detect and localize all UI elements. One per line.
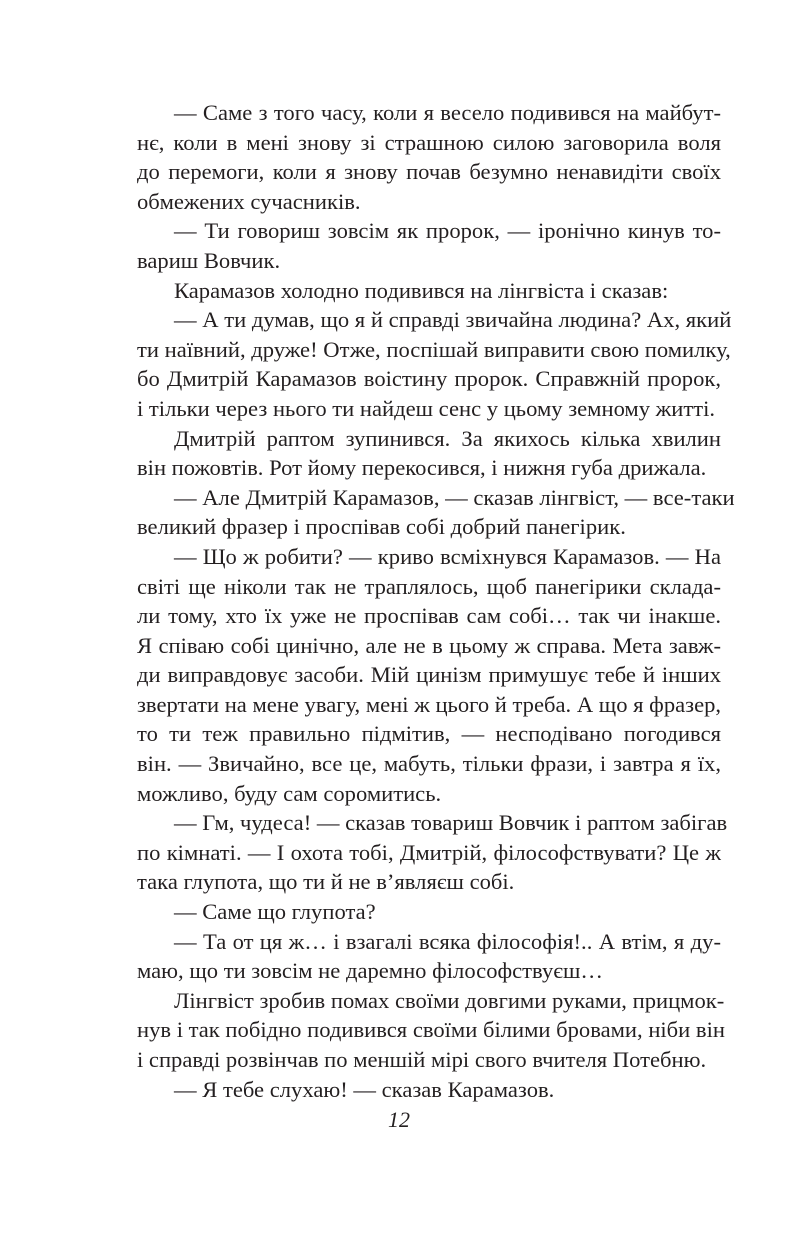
text-line: обмежених сучасників. (137, 188, 361, 214)
text-line: — Але Дмитрій Карамазов, — сказав лінгвіст, — все-таки (174, 484, 735, 510)
text-line: і тільки через нього ти найдеш сенс у цьому земному житті. (137, 395, 716, 421)
text-line: можливо, буду сам соромитись. (137, 780, 442, 806)
text-line: — Ти говориш зовсім як пророк, — іронічно кинув то- (174, 218, 721, 244)
text-line: нє, коли в мені знову зі страшною силою заговорила воля (137, 129, 721, 155)
text-line: Дмитрій раптом зупинився. За якихось кілька хвилин (174, 425, 721, 451)
text-line: маю, що ти зовсім не даремно філософствуєш… (137, 958, 603, 984)
text-line: і справді розвінчав по меншій мірі свого вчителя Потебню. (137, 1047, 707, 1072)
text-line: до перемоги, коли я знову почав безумно ненавидіти своїх (137, 159, 721, 185)
text-line: бо Дмитрій Карамазов воістину пророк. Справжній пророк, (137, 366, 721, 392)
text-line: — Я тебе слухаю! — сказав Карамазов. (174, 1076, 555, 1102)
text-line: — Саме що глупота? (174, 899, 376, 925)
text-line: — Та от ця ж… і взагалі всяка філософія!.. А втім, я ду- (174, 928, 721, 954)
text-line: він. — Звичайно, все це, мабуть, тільки фрази, і завтра я їх, (137, 751, 721, 777)
text-line: він пожовтів. Рот йому перекосився, і нижня губа дрижала. (137, 455, 707, 481)
text-line: така глупота, що ти й не в’являєш собі. (137, 869, 515, 895)
text-line: Я співаю собі цинічно, але не в цьому ж справа. Мета завж- (137, 632, 721, 658)
text-line: ти наївний, друже! Отже, поспішай виправити свою помилку, (137, 336, 731, 362)
text-line: — А ти думав, що я й справді звичайна людина? Ах, який (174, 307, 732, 333)
text-line: ли тому, хто їх уже не проспівав сам собі… так чи інакше. (137, 603, 721, 629)
text-line: вариш Вовчик. (137, 247, 281, 273)
text-line: звертати на мене увагу, мені ж цього й треба. А що я фразер, (137, 691, 722, 717)
text-line: ди виправдовує засоби. Мій цинізм примушує тебе й інших (137, 662, 721, 688)
body-text (137, 98, 735, 1104)
text-line: великий фразер і проспівав собі добрий панегірик. (137, 514, 626, 540)
text-line: то ти теж правильно підмітив, — несподівано погодився (137, 721, 721, 747)
text-line: світі ще ніколи так не траплялось, щоб панегірики склада- (137, 573, 721, 599)
text-line: — Саме з того часу, коли я весело подивився на майбут- (174, 100, 721, 125)
text-line: — Гм, чудеса! — сказав товариш Вовчик і раптом забігав (174, 810, 728, 836)
page-number: 12 (388, 1107, 410, 1132)
text-line: Лінгвіст зробив помах своїми довгими руками, прицмок- (174, 987, 725, 1013)
text-line: — Що ж робити? — криво всміхнувся Карамазов. — На (174, 543, 721, 569)
text-line: Карамазов холодно подивився на лінгвіста і сказав: (174, 277, 669, 303)
text-line: нув і так побідно подивився своїми білими бровами, ніби він (137, 1017, 725, 1043)
text-line: по кімнаті. — І охота тобі, Дмитрій, філософствувати? Це ж (137, 839, 721, 865)
